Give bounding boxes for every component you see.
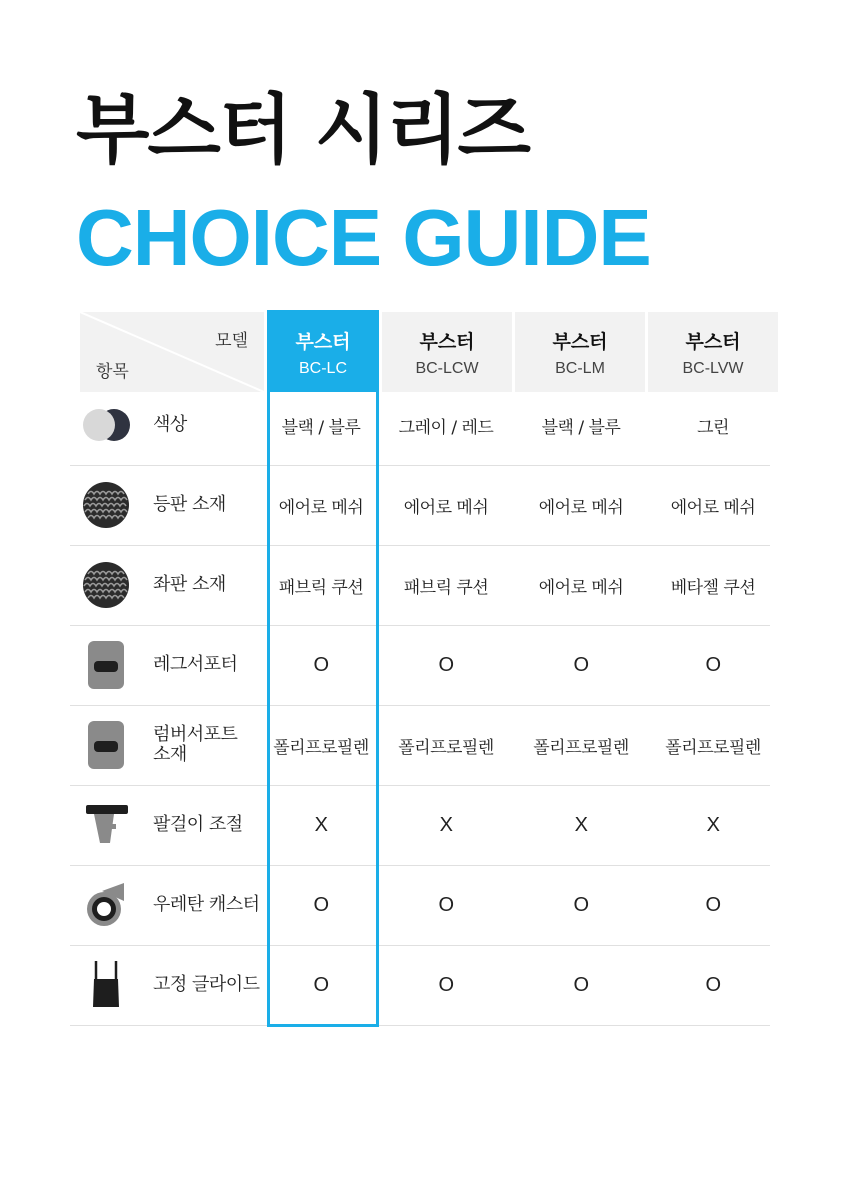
cell-bc-lcw: 패브릭 쿠션 — [403, 577, 489, 598]
header-corner-cell — [80, 312, 264, 392]
cell-bc-lcw: O — [438, 893, 454, 916]
cell-bc-lvw: O — [705, 653, 721, 676]
cell-bc-lc: O — [313, 653, 329, 676]
header-model-bc-lvw — [648, 312, 778, 392]
row-label: 색상 — [153, 414, 187, 436]
table-row-back-material — [70, 465, 770, 546]
cell-bc-lcw: X — [439, 813, 453, 836]
cell-bc-lm: O — [573, 653, 589, 676]
header-model-bc-lcw — [382, 312, 512, 392]
cell-bc-lc: O — [313, 893, 329, 916]
color-swatch-icon — [80, 399, 132, 451]
cell-bc-lc: 패브릭 쿠션 — [278, 577, 364, 598]
cell-bc-lm: 폴리프로필렌 — [533, 737, 629, 758]
model-code: BC-LCW — [415, 360, 479, 377]
cell-bc-lc: 폴리프로필렌 — [273, 737, 369, 758]
table-row-glide — [70, 945, 770, 1026]
row-label: 등판 소재 — [153, 494, 226, 516]
cell-bc-lcw: O — [438, 973, 454, 996]
cell-bc-lc: O — [313, 973, 329, 996]
cell-bc-lcw: 에어로 메쉬 — [403, 497, 489, 518]
cell-bc-lm: O — [573, 893, 589, 916]
table-row-color — [70, 385, 770, 466]
model-name: 부스터 — [419, 331, 475, 353]
table-row-armrest — [70, 785, 770, 866]
row-label: 팔걸이 조절 — [153, 814, 243, 836]
cell-bc-lm: 블랙 / 블루 — [541, 417, 621, 438]
cell-bc-lvw: 베타젤 쿠션 — [670, 577, 756, 598]
cell-bc-lcw: O — [438, 653, 454, 676]
mesh-icon — [80, 479, 132, 531]
cell-bc-lvw: O — [705, 973, 721, 996]
model-code: BC-LVW — [682, 360, 744, 377]
model-code: BC-LC — [298, 360, 347, 377]
table-row-seat-material — [70, 545, 770, 626]
cell-bc-lvw: 폴리프로필렌 — [665, 737, 761, 758]
cell-bc-lm: O — [573, 973, 589, 996]
mesh-icon — [80, 559, 132, 611]
row-label: 좌판 소재 — [153, 574, 226, 596]
cell-bc-lm: 에어로 메쉬 — [538, 577, 624, 598]
header-item-label: 항목 — [96, 362, 129, 382]
table-row-leg-supporter — [70, 625, 770, 706]
header-model-bc-lc — [267, 312, 379, 392]
caster-wheel-icon — [80, 879, 132, 931]
cell-bc-lvw: 그린 — [697, 417, 729, 438]
row-label: 럼버서포트 소재 — [153, 724, 238, 765]
armrest-icon — [80, 799, 132, 851]
lumbar-support-icon — [80, 719, 132, 771]
cell-bc-lm: X — [574, 813, 588, 836]
cell-bc-lm: 에어로 메쉬 — [538, 497, 624, 518]
header-model-bc-lm — [515, 312, 645, 392]
cell-bc-lcw: 그레이 / 레드 — [398, 417, 494, 438]
page-title-korean: 부스터 시리즈 — [76, 85, 529, 174]
model-name: 부스터 — [295, 331, 351, 353]
glide-icon — [80, 959, 132, 1011]
model-code: BC-LM — [555, 360, 605, 377]
cell-bc-lc: X — [314, 813, 328, 836]
cell-bc-lc: 에어로 메쉬 — [278, 497, 364, 518]
cell-bc-lvw: O — [705, 893, 721, 916]
table-row-lumbar-material — [70, 705, 770, 786]
cell-bc-lvw: 에어로 메쉬 — [670, 497, 756, 518]
model-name: 부스터 — [552, 331, 608, 353]
row-label: 레그서포터 — [153, 654, 238, 676]
cell-bc-lcw: 폴리프로필렌 — [398, 737, 494, 758]
cell-bc-lc: 블랙 / 블루 — [281, 417, 361, 438]
leg-support-icon — [80, 639, 132, 691]
row-label: 고정 글라이드 — [153, 974, 260, 996]
page-title-english: CHOICE GUIDE — [76, 193, 651, 282]
table-row-caster — [70, 865, 770, 946]
row-label: 우레탄 캐스터 — [153, 894, 260, 916]
cell-bc-lvw: X — [706, 813, 720, 836]
model-name: 부스터 — [685, 331, 741, 353]
header-model-label: 모델 — [215, 331, 248, 351]
